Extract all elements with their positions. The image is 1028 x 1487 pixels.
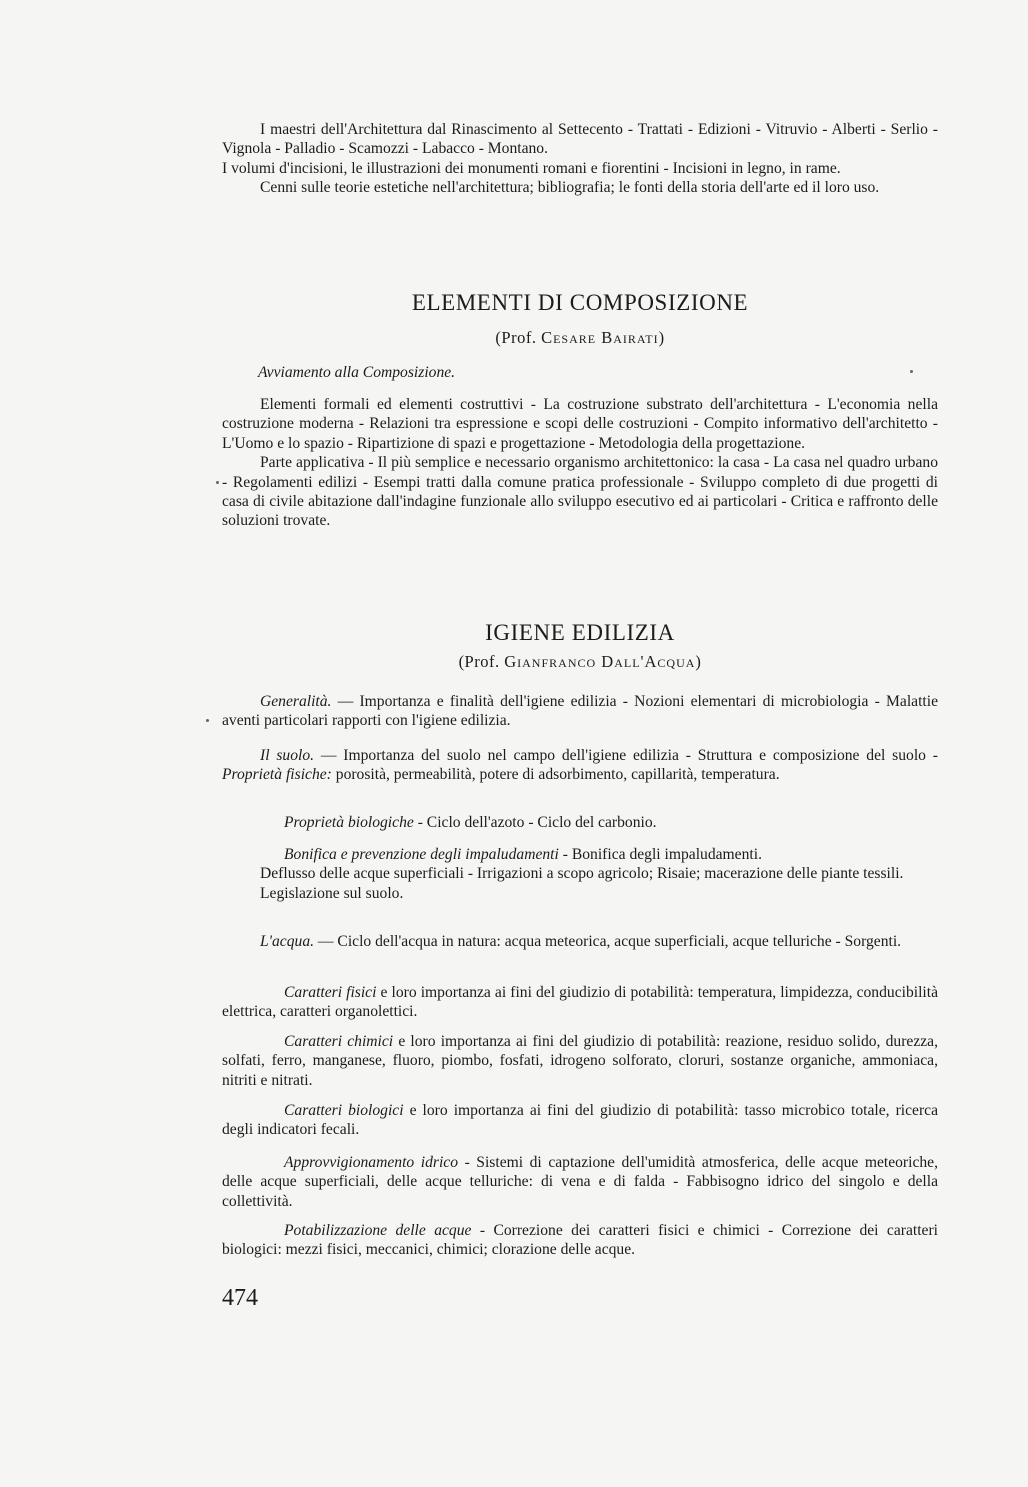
label-biologiche: Proprietà biologiche [284,814,414,831]
prof-name: Gianfranco Dall'Acqua [504,652,696,671]
intro-block [222,120,938,198]
section-title-igiene: IGIENE EDILIZIA [485,620,675,645]
professor-igiene [222,652,938,672]
text-chimici: e loro importanza ai fini del giudizio di potabilità: reazione, residuo solido, durezza, solfati, ferro, manganese, fluoro, piombo, fosfati, idrogeno solforato, cloruri, sostanze organiche, ammoniaca, nitriti e nitrati. [222,1033,938,1089]
label-chimici: Caratteri chimici [284,1033,394,1050]
paragraph-potabilizzazione [222,1221,938,1260]
paragraph-biologici [222,1101,938,1140]
paragraph-approvvigionamento [222,1153,938,1211]
paragraph-fisici [222,983,938,1022]
subheading-avviamento: Avviamento alla Composizione. [258,364,456,381]
paragraph-deflusso: Deflusso delle acque superficiali - Irrigazioni a scopo agricolo; Risaie; macerazione delle piante tessili. [260,865,904,883]
prof-name: Cesare Bairati [541,328,659,347]
label-generalita: Generalità. [260,693,332,710]
text-generalita: — Importanza e finalità dell'igiene edilizia - Nozioni elementari di microbiologia - Malattie aventi particolari rapporti con l'igiene edilizia. [222,693,939,730]
text-potabilizzazione: - Correzione dei caratteri fisici e chimici - Correzione dei caratteri biologici: mezzi fisici, meccanici, chimici; clorazione delle acque. [222,1222,938,1259]
igiene-bonifica [222,845,938,903]
igiene-potabilizzazione [222,1221,938,1260]
label-approvvigionamento: Approvvigionamento idrico [284,1154,459,1171]
text-acqua: — Ciclo dell'acqua in natura: acqua meteorica, acque superficiali, acque telluriche - Sorgenti. [317,933,902,950]
text-fisici: e loro importanza ai fini del giudizio di potabilità: temperatura, limpidezza, conducibilità elettrica, caratteri organolettici. [222,984,938,1021]
page-number: 474 [222,1285,258,1311]
igiene-fisici [222,983,938,1022]
prof-prefix: (Prof. [495,328,537,347]
igiene-chimici [222,1032,938,1090]
prof-suffix: ) [695,652,702,671]
label-bonifica: Bonifica e prevenzione degli impaludamenti [284,846,559,863]
igiene-approvvigionamento [222,1153,938,1211]
paragraph-bonifica [222,845,938,864]
print-speck [206,719,209,722]
section-title-composizione: ELEMENTI DI COMPOSIZIONE [411,290,749,315]
igiene-acqua [222,932,938,951]
label-proprieta-fisiche: Proprietà fisiche: [222,766,332,784]
text-biologici: e loro importanza ai fini del giudizio di potabilità: tasso microbico totale, ricerca degli indicatori fecali. [222,1102,938,1139]
text-biologiche: - Ciclo dell'azoto - Ciclo del carbonio. [417,814,657,831]
igiene-suolo [222,746,938,785]
professor-composizione [222,328,938,348]
igiene-biologici [222,1101,938,1140]
paragraph-legislazione: Legislazione sul suolo. [260,884,404,902]
composizione-body [222,395,938,531]
paragraph-biologiche [222,813,938,832]
prof-prefix: (Prof. [458,652,500,671]
print-speck [910,370,913,373]
intro-paragraph-2: I volumi d'incisioni, le illustrazioni dei monumenti romani e fiorentini - Incisioni in legno, in rame. [222,159,841,177]
intro-paragraph-1: I maestri dell'Architettura dal Rinascimento al Settecento - Trattati - Edizioni - Vitruvio - Alberti - Serlio - Vignola - Palladio - Scamozzi - Labacco - Montano. [222,121,938,158]
intro-paragraph-3: Cenni sulle teorie estetiche nell'architettura; bibliografia; le fonti della storia dell'arte ed il loro uso. [260,179,880,197]
print-speck [216,481,219,484]
text-bonifica: - Bonifica degli impaludamenti. [562,846,762,863]
composizione-paragraph-2: Parte applicativa - Il più semplice e necessario organismo architettonico: la casa - La casa nel quadro urbano - Regolamenti edilizi - Esempi tratti dalla comune pratica professionale - Sviluppo completo di due progetti di casa di civile abitazione dall'indagine funzionale allo sviluppo esecutivo ed ai particolari - Critica e raffronto delle soluzioni trovate. [222,454,938,530]
label-suolo: Il suolo. [260,747,315,764]
composizione-paragraph-1: Elementi formali ed elementi costruttivi - La costruzione substrato dell'architettura - L'economia nella costruzione moderna - Relazioni tra espressione e scopi delle costruzioni - Compito informativo dell'architetto - L'Uomo e lo spazio - Ripartizione di spazi e progettazione - Metodologia della progettazione. [222,396,938,452]
paragraph-acqua [222,932,938,951]
igiene-generalita [222,692,938,731]
paragraph-suolo [222,746,938,785]
text-suolo-a: — Importanza del suolo nel campo dell'igiene edilizia - Struttura e composizione del suolo - [320,747,938,764]
label-biologici: Caratteri biologici [284,1102,404,1119]
text-suolo-b: porosità, permeabilità, potere di adsorbimento, capillarità, temperatura. [335,766,780,784]
label-potabilizzazione: Potabilizzazione delle acque [284,1222,472,1239]
igiene-biologiche [222,813,938,832]
text-approvvigionamento: - Sistemi di captazione dell'umidità atmosferica, delle acque meteoriche, delle acque superficiali, delle acque telluriche: di vena e di falda - Fabbisogno idrico del singolo e della collettività. [222,1154,938,1210]
label-fisici: Caratteri fisici [284,984,377,1001]
paragraph-chimici [222,1032,938,1090]
label-acqua: L'acqua. [260,933,315,950]
prof-suffix: ) [658,328,665,347]
paragraph-generalita [222,692,938,731]
